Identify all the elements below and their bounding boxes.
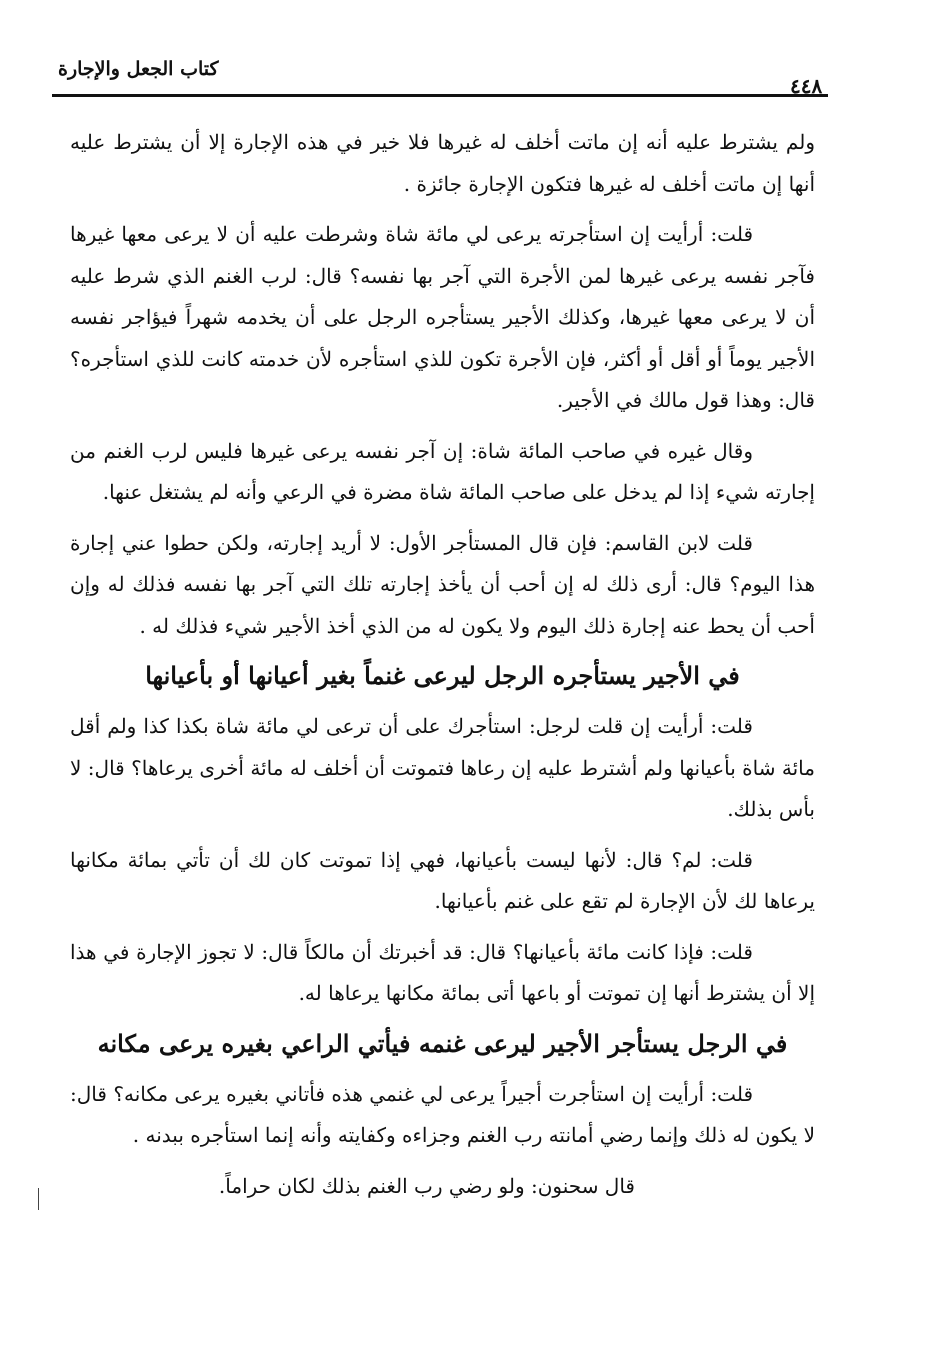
page-body (70, 122, 815, 1216)
paragraph: قلت: لم؟ قال: لأنها ليست بأعيانها، فهي إذا تموتت كان لك أن تأتي بمائة مكانها يرعاها لك لأن الإجارة لم تقع على غنم بأعيانها. (70, 847, 815, 913)
paragraph: قلت: أرأيت إن استأجرته يرعى لي مائة شاة وشرطت عليه أن لا يرعى معها غيرها فآجر نفسه يرعى غيرها لمن الأجرة التي آجر بها نفسه؟ قال: لرب الغنم الذي شرط عليه أن لا يرعى معها غيرها، وكذلك الأجير يستأجره الرجل على أن يخدمه شهراً فيؤاجر نفسه الأجير يوماً أو أقل أو أكثر، فإن الأجرة تكون للذي استأجره لأن خدمته كانت للذي استأجره؟ قال: وهذا قول مالك في الأجير. (70, 222, 815, 412)
page-number: ٤٤٨ (790, 74, 823, 98)
paragraph: وقال غيره في صاحب المائة شاة: إن آجر نفسه يرعى غيرها فليس لرب الغنم من إجارته شيء إذا لم يدخل على صاحب المائة شاة مضرة في الرعي وأنه لم يشتغل عنها. (70, 438, 815, 504)
margin-mark (38, 1188, 39, 1210)
header-rule (52, 94, 828, 97)
paragraph: قلت: أرأيت إن قلت لرجل: استأجرك على أن ترعى لي مائة شاة بكذا كذا ولم أقل مائة شاة بأعيانها ولم أشترط عليه إن رعاها فتموتت أن أخلف له مائة أخرى يرعاها؟ قال: لا بأس بذلك. (70, 714, 815, 821)
paragraph: قلت: أرأيت إن استأجرت أجيراً يرعى لي غنمي هذه فأتاني بغيره يرعى مكانه؟ قال: لا يكون له ذلك وإنما رضي أمانته رب الغنم وجزاءه وكفايته وأنه إنما استأجره ببدنه . (70, 1081, 815, 1147)
paragraph: قال سحنون: ولو رضي رب الغنم بذلك لكان حراماً. (218, 1173, 635, 1198)
section-heading: في الرجل يستأجر الأجير ليرعى غنمه فيأتي الراعي بغيره يرعى مكانه (97, 1028, 788, 1058)
section-heading: في الأجير يستأجره الرجل ليرعى غنماً بغير أعيانها أو بأعيانها (145, 661, 740, 690)
paragraph: ولم يشترط عليه أنه إن ماتت أخلف له غيرها فلا خير في هذه الإجارة إلا أن يشترط عليه أنها إن ماتت أخلف له غيرها فتكون الإجارة جائزة . (70, 130, 815, 196)
running-title: كتاب الجعل والإجارة (58, 58, 219, 80)
paragraph: قلت: فإذا كانت مائة بأعيانها؟ قال: قد أخبرتك أن مالكاً قال: لا تجوز الإجارة في هذا إلا أن يشترط أنها إن تموتت أو باعها أتى بمائة مكانها يرعاها له. (70, 939, 815, 1005)
paragraph: قلت لابن القاسم: فإن قال المستأجر الأول: لا أريد إجارته، ولكن حطوا عني إجارة هذا اليوم؟ قال: أرى ذلك له إن أحب أن يأخذ إجارته تلك التي آجر بها نفسه فذلك له وإن أحب أن يحط عنه إجارة ذلك اليوم ولا يكون له من الذي أخذ الأجير شيء فذلك له . (70, 530, 815, 638)
